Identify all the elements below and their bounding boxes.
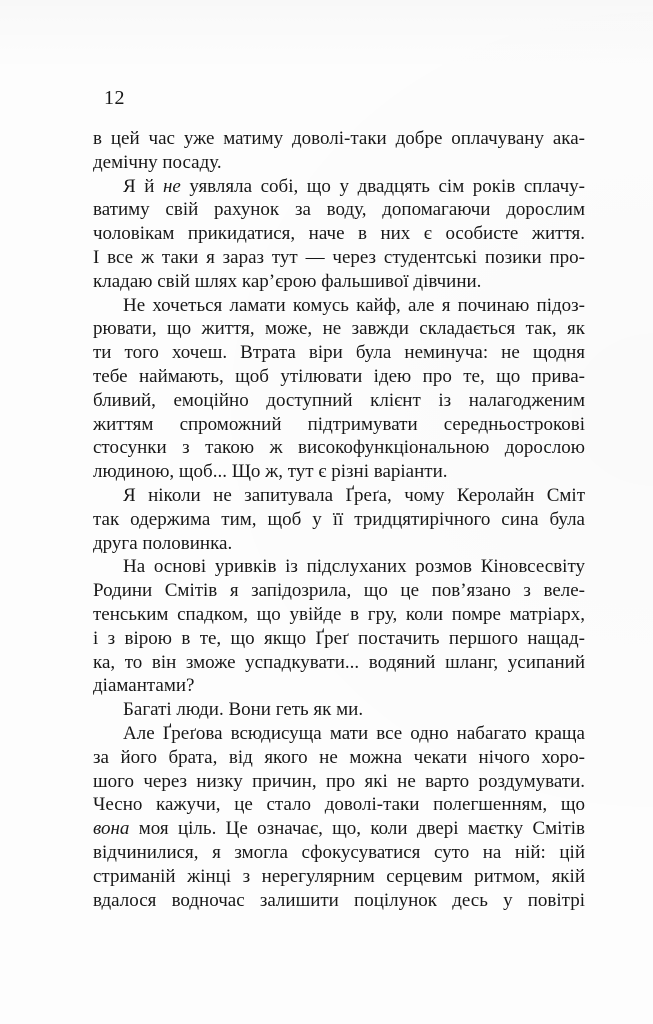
text-line: відчинилися, я змогла сфокусуватися суто на ній: цій [93, 841, 585, 863]
italic-text: вона [93, 818, 130, 840]
text-line: Не хочеться ламати комусь кайф, але я починаю підоз- [123, 294, 585, 316]
text-line: Я й не уявляла собі, що у двадцять сім років сплачу- [123, 175, 585, 197]
text-line: чоловікам прикидатися, наче в них є особисте життя. [93, 223, 585, 245]
text-line: за його брата, від якого не можна чекати нічого хоро- [93, 746, 585, 768]
text-line: Чесно кажучи, це стало доволі-таки полегшенням, що [93, 794, 585, 816]
text-line: ватиму свій рахунок за воду, допомагаючи дорослим [93, 199, 585, 221]
text-line: Я ніколи не запитувала Ґреґа, чому Керолайн Сміт [123, 484, 585, 506]
text-line: вдалося водночас залишити поцілунок десь у повітрі [93, 889, 585, 911]
text-line: життям спроможний підтримувати середньострокові [93, 413, 585, 435]
text-line: Багаті люди. Вони геть як ми. [123, 699, 364, 721]
text-line: вона моя ціль. Це означає, що, коли двері маєтку Смітів [93, 818, 585, 840]
text-line: кладаю свій шлях кар’єрою фальшивої дівчини. [93, 270, 482, 292]
text-line: демічну посаду. [93, 151, 222, 173]
text-line: Але Ґреґова всюдисуща мати все одно набагато краща [123, 722, 585, 744]
text-line: стосунки з такою ж високофункціональною дорослою [93, 437, 585, 459]
italic-text: не [162, 175, 181, 197]
text-line: діамантами? [93, 675, 195, 697]
text-line: шого через низку причин, про які не варто роздумувати. [93, 770, 585, 792]
text-line: І все ж таки я зараз тут — через студентські позики про- [93, 246, 585, 268]
text-line: стриманій жінці з нерегулярним серцевим ритмом, якій [93, 865, 585, 887]
text-line: ка, то він зможе успадкувати... водяний шланг, усипаний [93, 651, 585, 673]
text-line: так одержима тим, щоб у її тридцятирічного сина була [93, 508, 585, 530]
text-line: людиною, щоб... Що ж, тут є різні варіанти. [93, 461, 448, 483]
text-line: На основі уривків із підслуханих розмов Кіновсесвіту [123, 556, 585, 578]
text-line: рювати, що життя, може, не завжди складається так, як [93, 318, 585, 340]
text-line: тенським спадком, що увійде в гру, коли помре матріарх, [93, 603, 585, 625]
page-number: 12 [104, 87, 125, 109]
text-line: і з вірою в те, що якщо Ґреґ постачить першого нащад- [93, 627, 585, 649]
text-line: бливий, емоційно доступний клієнт із налагодженим [93, 389, 585, 411]
page-text [93, 127, 585, 912]
text-line: тебе наймають, щоб утілювати ідею про те, що прива- [93, 365, 585, 387]
text-line: друга половинка. [93, 532, 233, 554]
text-line: Родини Смітів я запідозрила, що це пов’язано з веле- [93, 580, 585, 602]
text-line: ти того хочеш. Втрата віри була неминуча: не щодня [93, 342, 585, 364]
text-line: в цей час уже матиму доволі-таки добре оплачувану ака- [93, 128, 585, 149]
